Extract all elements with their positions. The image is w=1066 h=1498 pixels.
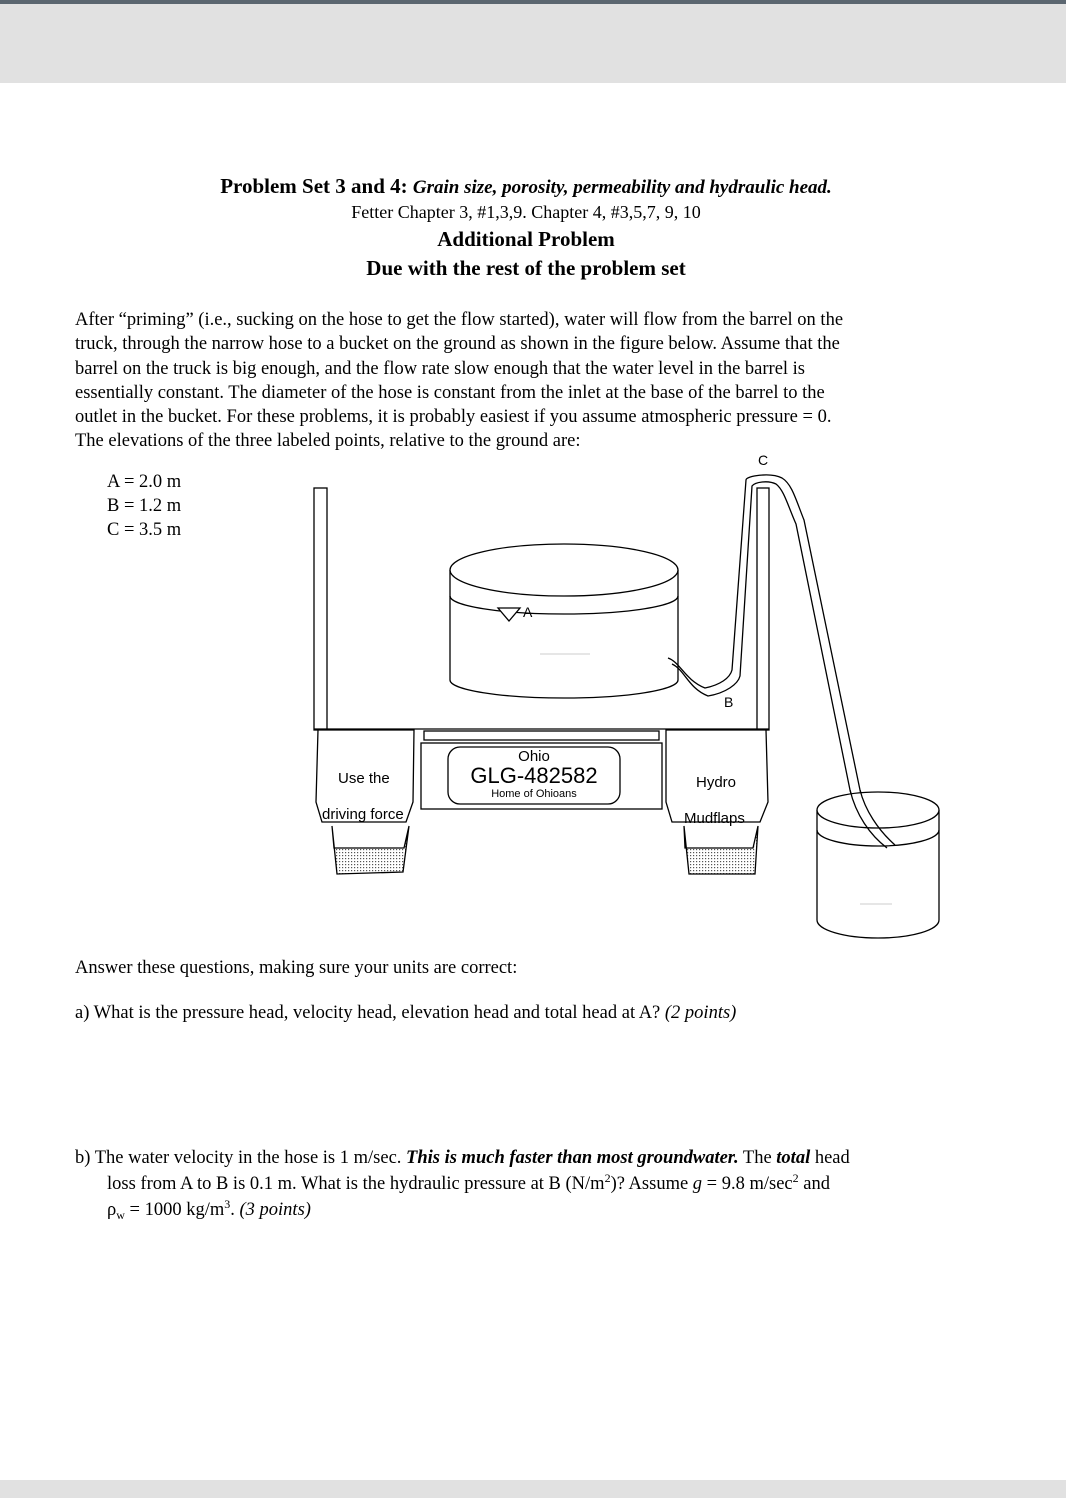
mudflap-right-line2: Mudflaps — [684, 810, 745, 827]
plate-slogan: Home of Ohioans — [491, 788, 577, 800]
intro-line: After “priming” (i.e., sucking on the hose to get the flow started), water will flow from the barrel on the — [75, 310, 844, 330]
elevation-list — [107, 470, 181, 542]
label-b: B — [724, 694, 734, 710]
right-tire — [684, 826, 758, 874]
truck-right-post — [757, 488, 769, 730]
intro-line: essentially constant. The diameter of the hose is constant from the inlet at the base of the barrel to the — [75, 382, 825, 403]
label-c: C — [758, 452, 769, 468]
mudflap-right-line1: Hydro — [696, 774, 737, 791]
intro-line: The elevations of the three labeled points, relative to the ground are: — [75, 431, 581, 452]
viewer-toolbar — [0, 4, 1066, 83]
bucket — [817, 792, 939, 938]
bumper — [424, 731, 659, 740]
plate-number: GLG-482582 — [470, 763, 598, 788]
barrel — [450, 544, 678, 698]
due-heading: Due with the rest of the problem set — [366, 256, 686, 280]
question-b — [75, 1145, 995, 1223]
elevation-c: C = 3.5 m — [107, 520, 182, 540]
page-subtitle: Grain size, porosity, permeability and hydraulic head. — [412, 177, 832, 198]
elevation-b: B = 1.2 m — [107, 496, 182, 516]
chapter-reference: Fetter Chapter 3, #1,3,9. Chapter 4, #3,5,7, 9, 10 — [351, 202, 701, 222]
question-b-points: (3 points) — [239, 1200, 311, 1220]
mudflap-left-line1: Use the — [338, 770, 390, 787]
question-b-line3: $\rho_w = 1000$ $kg/m^3$. (3 points) — [107, 1197, 311, 1222]
intro-line: truck, through the narrow hose to a bucket on the ground as shown in the figure below. Assume that the — [75, 334, 840, 355]
question-b-line1: b) The water velocity in the hose is 1 m/sec. This is much faster than most groundwater. The total head — [75, 1148, 850, 1168]
question-b-line2: loss from A to B is 0.1 m. What is the hydraulic pressure at B $(N/m^2)$? Assume g = 9.8 $m/\sec^2$ and — [107, 1171, 830, 1194]
label-a: A — [523, 604, 533, 620]
left-tire — [332, 826, 409, 874]
viewer-bottom-bar — [0, 1480, 1066, 1498]
truck-siphon-diagram — [300, 450, 960, 960]
questions-intro: Answer these questions, making sure your units are correct: — [75, 958, 518, 978]
elevation-a: A = 2.0 m — [107, 472, 182, 492]
intro-line: barrel on the truck is big enough, and the flow rate slow enough that the water level in the barrel is — [75, 358, 806, 379]
question-a: a) What is the pressure head, velocity head, elevation head and total head at A? (2 points) — [75, 1003, 737, 1023]
page-title: Problem Set 3 and 4: Grain size, porosity, permeability and hydraulic head. — [220, 174, 832, 198]
plate-state: Ohio — [518, 748, 550, 765]
siphon-figure — [300, 450, 960, 960]
question-a-points: (2 points) — [664, 1003, 737, 1023]
intro-paragraph — [75, 308, 975, 454]
mudflap-left-line2: driving force — [322, 806, 404, 823]
truck-left-post — [314, 488, 327, 730]
intro-line: outlet in the bucket. For these problems, it is probably easiest if you assume atmospheric pressure = 0. — [75, 407, 832, 428]
additional-problem-heading: Additional Problem — [437, 227, 615, 251]
